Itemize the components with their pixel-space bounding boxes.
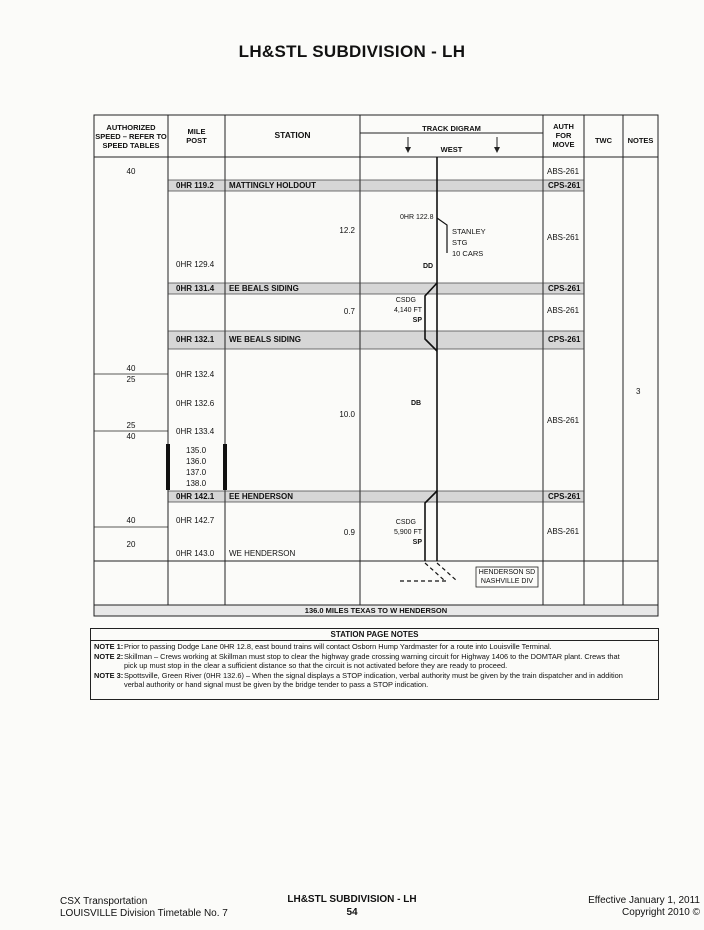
milepost-ee-beals: 0HR 131.4 <box>176 284 215 293</box>
auth-value: ABS-261 <box>547 233 580 242</box>
distance-value: 10.0 <box>339 410 355 419</box>
station-mattingly: MATTINGLY HOLDOUT <box>229 181 316 190</box>
speed-value: 40 <box>126 516 136 525</box>
milepost-mattingly: 0HR 119.2 <box>176 181 214 190</box>
auth-ee-henderson: CPS-261 <box>548 492 581 501</box>
page-number: 54 <box>346 907 358 918</box>
siding-info: CSDG 5,900 FT SP <box>393 519 422 546</box>
note-item: NOTE 2: Skillman – Crews working at Skillman must stop to clear the highway grade crossing warning circuit for Highway 1406 to the DOMTAR plant. Crews that pick up must stop in the clear a sufficient distance so that the circuit is not activated before they are ready to proceed. <box>94 651 620 671</box>
auth-value: ABS-261 <box>547 167 580 176</box>
header-station: STATION <box>274 130 311 140</box>
footer-timetable: LOUISVILLE Division Timetable No. 7 <box>60 908 228 919</box>
distance-value: 0.9 <box>343 528 355 537</box>
header-notes: NOTES <box>627 136 654 145</box>
footer-company: CSX Transportation <box>60 896 148 907</box>
milepost-value: 0HR 129.4 <box>176 260 215 269</box>
speed-value: 40 <box>126 364 136 373</box>
milepost-we-beals: 0HR 132.1 <box>176 335 215 344</box>
header-auth: AUTH FOR MOVE <box>552 122 575 149</box>
dd-label: DD <box>423 263 434 270</box>
siding-info: CSDG 4,140 FT SP <box>393 297 422 324</box>
footer-effective-date: Effective January 1, 2011 <box>588 895 700 906</box>
total-miles: 136.0 MILES TEXAS TO W HENDERSON <box>304 606 448 615</box>
auth-mattingly: CPS-261 <box>548 181 581 190</box>
speed-value: 25 <box>126 375 136 384</box>
speed-value: 20 <box>126 540 136 549</box>
header-speed: AUTHORIZED SPEED – REFER TO SPEED TABLES <box>95 123 167 150</box>
milepost-list: 135.0 136.0 137.0 138.0 <box>186 446 207 488</box>
header-track-diagram: TRACK DIGRAM <box>422 124 481 133</box>
header-twc: TWC <box>594 136 613 145</box>
note-reference: 3 <box>636 387 641 396</box>
auth-value: ABS-261 <box>547 527 580 536</box>
footer-copyright: Copyright 2010 © <box>622 907 700 918</box>
henderson-connection-label: HENDERSON SD NASHVILLE DIV <box>478 569 536 585</box>
milepost-value: 0HR 143.0 <box>176 549 215 558</box>
speed-value: 40 <box>126 432 136 441</box>
henderson-connection <box>400 563 457 581</box>
speed-value: 25 <box>126 421 136 430</box>
auth-value: ABS-261 <box>547 416 580 425</box>
distance-value: 12.2 <box>339 226 355 235</box>
auth-ee-beals: CPS-261 <box>548 284 581 293</box>
milepost-value: 0HR 132.6 <box>176 399 215 408</box>
station-page-notes <box>90 628 659 700</box>
milepost-value: 0HR 132.4 <box>176 370 215 379</box>
db-label: DB <box>411 400 422 407</box>
note-item: NOTE 1: Prior to passing Dodge Lane 0HR 12.8, east bound trains will contact Osborn Hump Yardmaster for a route into Louisville Terminal. <box>94 642 552 651</box>
milepost-stanley: 0HR 122.8 <box>400 214 434 221</box>
page-title: LH&STL SUBDIVISION - LH <box>238 42 466 61</box>
milepost-value: 0HR 133.4 <box>176 427 215 436</box>
stanley-spur <box>437 218 447 253</box>
station-ee-beals: EE BEALS SIDING <box>229 284 299 293</box>
notes-title: STATION PAGE NOTES <box>91 629 658 641</box>
milepost-value: 0HR 142.7 <box>176 516 215 525</box>
station-ee-henderson: EE HENDERSON <box>229 492 294 501</box>
milepost-ee-henderson: 0HR 142.1 <box>176 492 215 501</box>
header-west: WEST <box>440 145 463 154</box>
distance-value: 0.7 <box>343 307 355 316</box>
note-item: NOTE 3: Spottsville, Green River (0HR 132.6) – When the signal displays a STOP indication, verbal authority must be given by the train dispatcher and in addition verbal authority or hand signal must be given by the bridge tender to pass a STOP indication. <box>94 670 623 690</box>
header-milepost: MILE POST <box>186 127 207 145</box>
speed-value: 40 <box>126 167 136 176</box>
auth-we-beals: CPS-261 <box>548 335 581 344</box>
station-we-henderson: WE HENDERSON <box>229 549 296 558</box>
footer-subdivision: LH&STL SUBDIVISION - LH <box>287 894 417 905</box>
stanley-track-label: STANLEY STG 10 CARS <box>452 227 486 258</box>
auth-value: ABS-261 <box>547 306 580 315</box>
station-we-beals: WE BEALS SIDING <box>229 335 302 344</box>
